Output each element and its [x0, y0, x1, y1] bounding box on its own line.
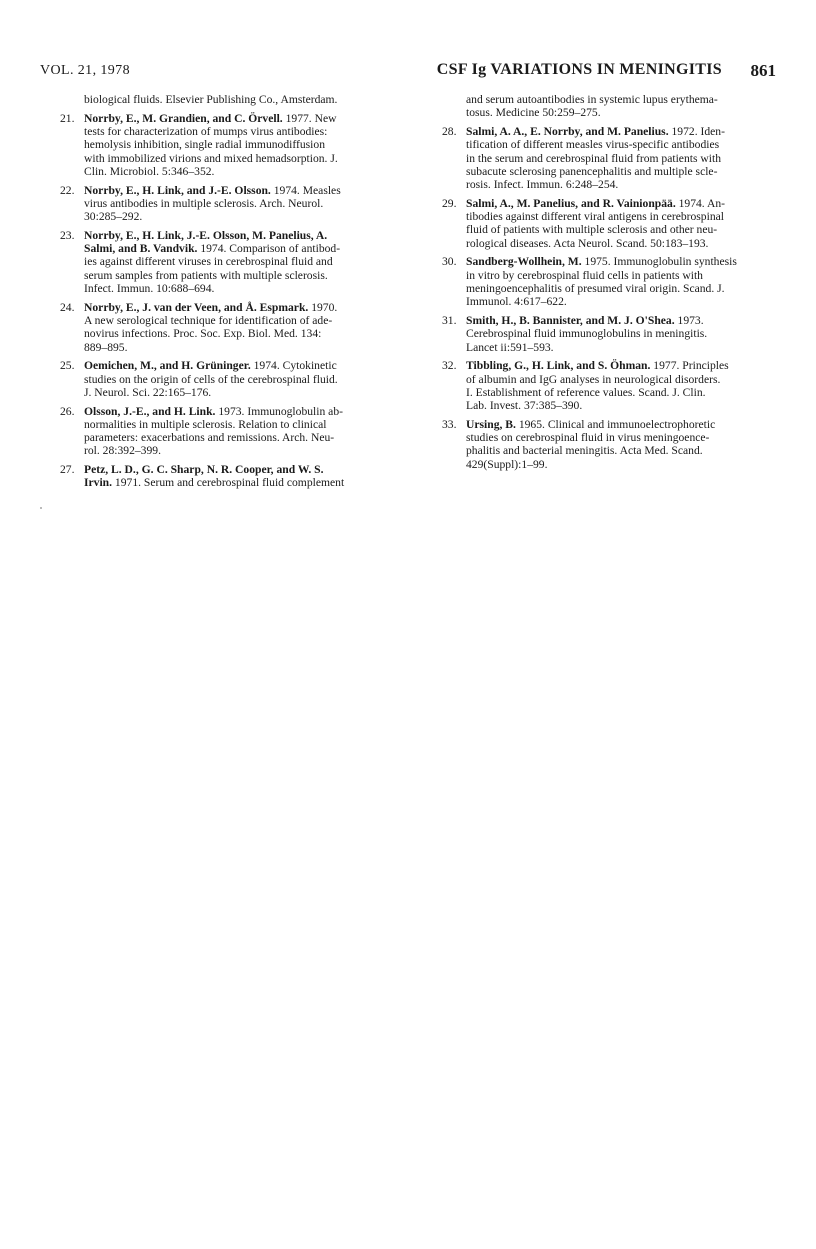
reference-number: 29. [442, 196, 457, 210]
reference-number: 32. [442, 359, 457, 373]
reference-number: 25. [60, 359, 75, 373]
reference-line [466, 314, 778, 327]
reference-authors: Ursing, B. [466, 417, 516, 431]
reference-text: 1970. [308, 300, 338, 314]
reference-text: phalitis and bacterial meningitis. Acta Med. Scand. [466, 444, 703, 458]
reference-authors: Tibbling, G., H. Link, and S. Öhman. [466, 359, 651, 373]
reference-text: in the serum and cerebrospinal fluid from patients with [466, 151, 721, 165]
reference-text: 889–895. [84, 340, 128, 354]
reference-line [466, 237, 778, 250]
volume-label: VOL. 21, 1978 [40, 63, 130, 78]
reference-text: of albumin and IgG analyses in neurological disorders. [466, 372, 721, 386]
reference-number: 22. [60, 183, 75, 197]
reference-authors: Olsson, J.-E., and H. Link. [84, 404, 216, 418]
reference-text: I. Establishment of reference values. Scand. J. Clin. [466, 385, 706, 399]
reference-continuation [42, 93, 394, 106]
reference-number: 30. [442, 255, 457, 269]
reference-line [466, 210, 778, 223]
reference-authors: Petz, L. D., G. C. Sharp, N. R. Cooper, and W. S. [84, 463, 324, 477]
reference-entry [424, 359, 778, 412]
reference-line [84, 138, 394, 151]
reference-text: studies on cerebrospinal fluid in virus meningoence- [466, 431, 710, 445]
reference-line [466, 125, 778, 138]
reference-line [466, 458, 778, 471]
reference-text: 1973. Immunoglobulin ab- [215, 404, 343, 418]
reference-line [84, 341, 394, 354]
reference-line [466, 444, 778, 457]
reference-line [84, 386, 394, 399]
reference-text: studies on the origin of cells of the cerebrospinal fluid. [84, 372, 338, 386]
reference-line [466, 399, 778, 412]
reference-line [466, 269, 778, 282]
reference-text: 1965. Clinical and immunoelectrophoretic [515, 417, 716, 431]
reference-text: 1974. Comparison of antibod- [197, 242, 341, 256]
reference-entry [42, 463, 394, 490]
reference-line [84, 431, 394, 444]
reference-line [84, 463, 394, 476]
reference-text: 1975. Immunoglobulin synthesis [581, 255, 737, 269]
reference-text: in vitro by cerebrospinal fluid cells in patients with [466, 268, 703, 282]
reference-authors: Salmi, A., M. Panelius, and R. Vainionpää. [466, 196, 676, 210]
reference-line [466, 418, 778, 431]
reference-number: 27. [60, 463, 75, 477]
reference-line [84, 165, 394, 178]
reference-line [84, 301, 394, 314]
reference-line [84, 314, 394, 327]
reference-text: ies against different viruses in cerebrospinal fluid and [84, 255, 333, 269]
reference-text: rological diseases. Acta Neurol. Scand. 50:183–193. [466, 236, 709, 250]
reference-text: Immunol. 4:617–622. [466, 295, 567, 309]
reference-line [84, 418, 394, 431]
reference-authors: Oemichen, M., and H. Grüninger. [84, 359, 251, 373]
reference-text: 1971. Serum and cerebrospinal fluid complement [112, 476, 345, 490]
reference-line [84, 112, 394, 125]
reference-text: 1977. Principles [650, 359, 729, 373]
reference-text: 429(Suppl):1–99. [466, 457, 548, 471]
reference-text: rosis. Infect. Immun. 6:248–254. [466, 178, 619, 192]
reference-line [84, 125, 394, 138]
reference-line [466, 255, 778, 268]
reference-line [466, 295, 778, 308]
reference-text: fluid of patients with multiple sclerosis and other neu- [466, 223, 718, 237]
reference-line [84, 476, 394, 489]
reference-line [84, 269, 394, 282]
reference-continuation [424, 93, 778, 120]
reference-line [466, 282, 778, 295]
reference-text: Lancet ii:591–593. [466, 340, 554, 354]
reference-text: 1974. An- [675, 196, 725, 210]
page-header [40, 61, 776, 83]
reference-authors: Norrby, E., J. van der Veen, and Å. Espmark. [84, 300, 309, 314]
reference-authors: Smith, H., B. Bannister, and M. J. O'Shea. [466, 314, 675, 328]
reference-text: 1974. Cytokinetic [250, 359, 337, 373]
reference-entry [42, 359, 394, 399]
reference-text: 1974. Measles [270, 183, 341, 197]
reference-text: rol. 28:392–399. [84, 444, 161, 458]
reference-entry [42, 184, 394, 224]
page-number: 861 [750, 61, 776, 80]
reference-text: tests for characterization of mumps virus antibodies: [84, 124, 328, 138]
reference-text: parameters: exacerbations and remissions. Arch. Neu- [84, 431, 335, 445]
reference-text: Cerebrospinal fluid immunoglobulins in meningitis. [466, 327, 708, 341]
reference-text: tification of different measles virus-specific antibodies [466, 138, 720, 152]
reference-line [84, 373, 394, 386]
reference-authors: Salmi, and B. Vandvik. [84, 242, 198, 256]
reference-entry [42, 405, 394, 458]
reference-entry [42, 112, 394, 178]
reference-number: 24. [60, 300, 75, 314]
reference-text: with immobilized virions and mixed hemadsorption. J. [84, 151, 338, 165]
references-right-column [424, 93, 778, 476]
running-title: CSF Ig VARIATIONS IN MENINGITIS [436, 61, 722, 78]
reference-line: biological fluids. Elsevier Publishing Co., Amsterdam. [84, 93, 338, 106]
references-left-column [42, 93, 394, 495]
reference-text: hemolysis inhibition, single radial immunodiffusion [84, 138, 325, 152]
reference-entry [42, 229, 394, 295]
reference-line: and serum autoantibodies in systemic lupus erythema- [466, 93, 718, 106]
reference-authors: Sandberg-Wollhein, M. [466, 255, 582, 269]
reference-line [84, 229, 394, 242]
reference-entry [424, 197, 778, 250]
reference-line [84, 210, 394, 223]
margin-mark [40, 507, 42, 509]
reference-line [466, 138, 778, 151]
reference-line [84, 282, 394, 295]
reference-text: serum samples from patients with multiple sclerosis. [84, 268, 328, 282]
reference-line [84, 327, 394, 340]
reference-text: Infect. Immun. 10:688–694. [84, 282, 215, 296]
reference-authors: Irvin. [84, 476, 113, 490]
reference-entry [424, 255, 778, 308]
reference-text: J. Neurol. Sci. 22:165–176. [84, 385, 212, 399]
reference-authors: Salmi, A. A., E. Norrby, and M. Panelius. [466, 124, 669, 138]
reference-line [466, 327, 778, 340]
reference-number: 33. [442, 417, 457, 431]
reference-text: tibodies against different viral antigens in cerebrospinal [466, 210, 724, 224]
reference-text: novirus infections. Proc. Soc. Exp. Biol. Med. 134: [84, 327, 322, 341]
reference-number: 31. [442, 314, 457, 328]
reference-text: normalities in multiple sclerosis. Relation to clinical [84, 417, 327, 431]
reference-text: 30:285–292. [84, 210, 143, 224]
reference-number: 23. [60, 228, 75, 242]
reference-line [466, 386, 778, 399]
reference-text: 1977. New [282, 111, 337, 125]
reference-entry [424, 418, 778, 471]
reference-line [466, 359, 778, 372]
reference-text: Lab. Invest. 37:385–390. [466, 399, 583, 413]
reference-line [466, 178, 778, 191]
reference-line [84, 242, 394, 255]
reference-text: virus antibodies in multiple sclerosis. Arch. Neurol. [84, 196, 324, 210]
reference-line [84, 359, 394, 372]
reference-entry [42, 301, 394, 354]
reference-text: subacute sclerosing panencephalitis and multiple scle- [466, 164, 718, 178]
reference-line [466, 197, 778, 210]
reference-text: meningoencephalitis of presumed viral origin. Scand. J. [466, 282, 725, 296]
reference-line [84, 444, 394, 457]
reference-text: Clin. Microbiol. 5:346–352. [84, 164, 215, 178]
reference-line [466, 152, 778, 165]
reference-text: 1972. Iden- [668, 124, 725, 138]
reference-line [466, 373, 778, 386]
reference-entry [424, 314, 778, 354]
reference-line [84, 255, 394, 268]
reference-line [466, 165, 778, 178]
reference-text: 1973. [674, 314, 704, 328]
reference-number: 26. [60, 404, 75, 418]
reference-number: 28. [442, 124, 457, 138]
reference-line [84, 405, 394, 418]
reference-number: 21. [60, 111, 75, 125]
reference-authors: Norrby, E., M. Grandien, and C. Örvell. [84, 111, 283, 125]
reference-line [466, 223, 778, 236]
reference-line [84, 184, 394, 197]
reference-line [466, 341, 778, 354]
reference-line [84, 197, 394, 210]
reference-text: A new serological technique for identification of ade- [84, 314, 333, 328]
reference-authors: Norrby, E., H. Link, J.-E. Olsson, M. Panelius, A. [84, 228, 328, 242]
reference-authors: Norrby, E., H. Link, and J.-E. Olsson. [84, 183, 271, 197]
reference-line: tosus. Medicine 50:259–275. [466, 106, 601, 120]
reference-entry [424, 125, 778, 191]
reference-line [84, 152, 394, 165]
reference-line [466, 431, 778, 444]
